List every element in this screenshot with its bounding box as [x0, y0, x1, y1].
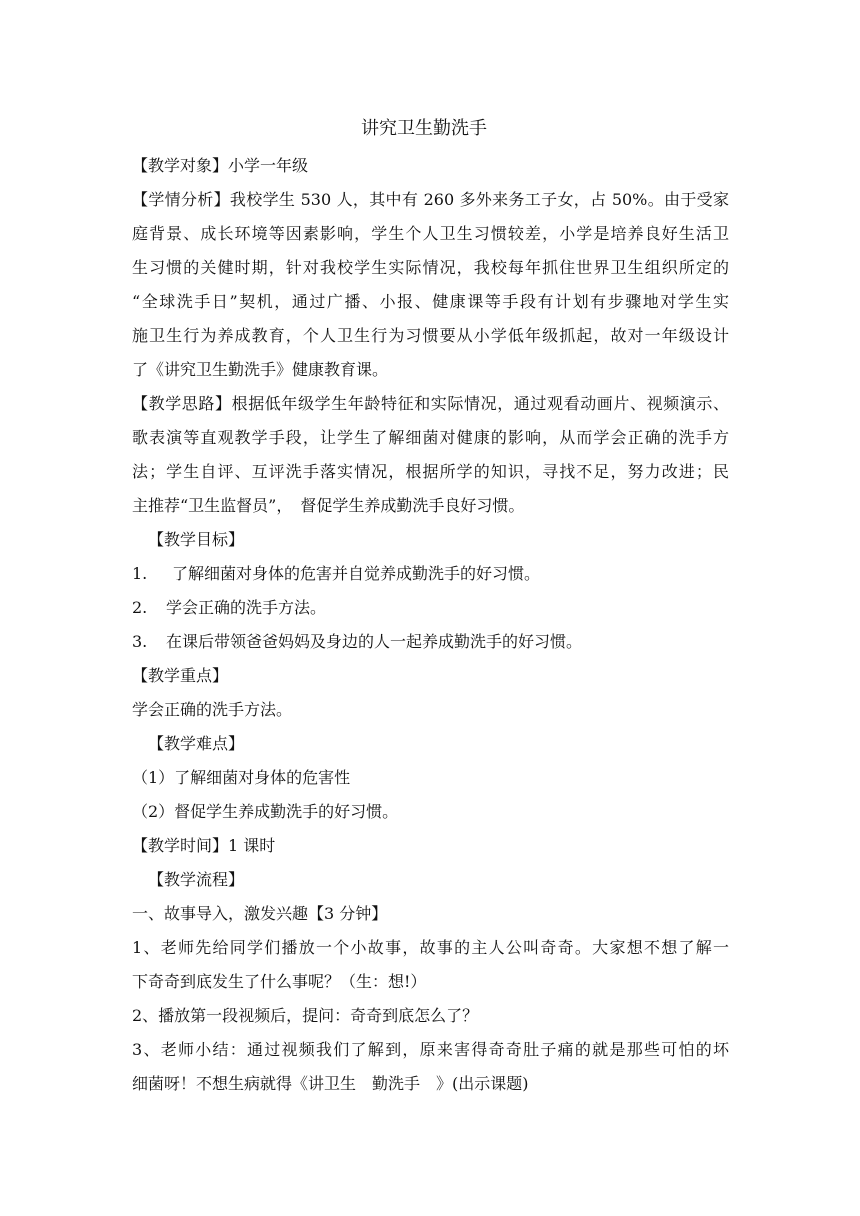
step-2: 2、播放第一段视频后，提问：奇奇到底怎么了？: [132, 1006, 479, 1025]
difficulty-item-1: （1）了解细菌对身体的危害性: [132, 768, 351, 787]
analysis-line-1: 【学情分析】我校学生 530 人，其中有 260 多外来务工子女，占 50%。由于受家: [132, 190, 729, 209]
approach-line-1: 【教学思路】根据低年级学生年龄特征和实际情况，通过观看动画片、视频演示、: [132, 394, 729, 413]
analysis-line-3: 生习惯的关健时期，针对我校学生实际情况，我校每年抓住世界卫生组织所定的: [132, 258, 729, 277]
analysis-line-6: 了《讲究卫生勤洗手》健康教育课。: [132, 360, 389, 379]
goal-text-1: 了解细菌对身体的危害并自觉养成勤洗手的好习惯。: [172, 564, 541, 583]
goal-text-2: 学会正确的洗手方法。: [166, 598, 327, 617]
step-1-line-2: 下奇奇到底发生了什么事呢？（生：想!）: [132, 972, 427, 991]
teaching-time: 【教学时间】1 课时: [132, 836, 276, 855]
difficulty-heading: 【教学难点】: [148, 734, 245, 753]
analysis-line-4: “全球洗手日”契机，通过广播、小报、健康课等手段有计划有步骤地对学生实: [132, 292, 729, 311]
analysis-line-5: 施卫生行为养成教育，个人卫生行为习惯要从小学低年级抓起，故对一年级设计: [132, 326, 729, 345]
step-1-line-1: 1、老师先给同学们播放一个小故事，故事的主人公叫奇奇。大家想不想了解一: [132, 938, 729, 957]
teaching-object: 【教学对象】小学一年级: [132, 156, 309, 175]
approach-line-4: 主推荐“卫生监督员”， 督促学生养成勤洗手良好习惯。: [132, 496, 525, 515]
process-heading: 【教学流程】: [148, 870, 245, 889]
approach-line-2: 歌表演等直观教学手段，让学生了解细菌对健康的影响，从而学会正确的洗手方: [132, 428, 729, 447]
goal-number-3: 3.: [132, 632, 148, 651]
goal-number-2: 2.: [132, 598, 148, 617]
section-1-heading: 一、故事导入，激发兴趣【3 分钟】: [132, 904, 388, 923]
goals-heading: 【教学目标】: [148, 530, 245, 549]
key-text: 学会正确的洗手方法。: [132, 700, 293, 719]
approach-line-3: 法；学生自评、互评洗手落实情况，根据所学的知识，寻找不足，努力改进；民: [132, 462, 729, 481]
step-3-line-2: 细菌呀！不想生病就得《讲卫生 勤洗手 》(出示课题): [132, 1074, 529, 1093]
goal-number-1: 1.: [132, 564, 148, 583]
document-title: 讲究卫生勤洗手: [361, 118, 487, 139]
step-3-line-1: 3、老师小结：通过视频我们了解到，原来害得奇奇肚子痛的就是那些可怕的坏: [132, 1040, 729, 1059]
key-heading: 【教学重点】: [132, 666, 229, 685]
goal-text-3: 在课后带领爸爸妈妈及身边的人一起养成勤洗手的好习惯。: [166, 632, 583, 651]
analysis-line-2: 庭背景、成长环境等因素影响，学生个人卫生习惯较差，小学是培养良好生活卫: [132, 224, 729, 243]
difficulty-item-2: （2）督促学生养成勤洗手的好习惯。: [132, 802, 399, 821]
